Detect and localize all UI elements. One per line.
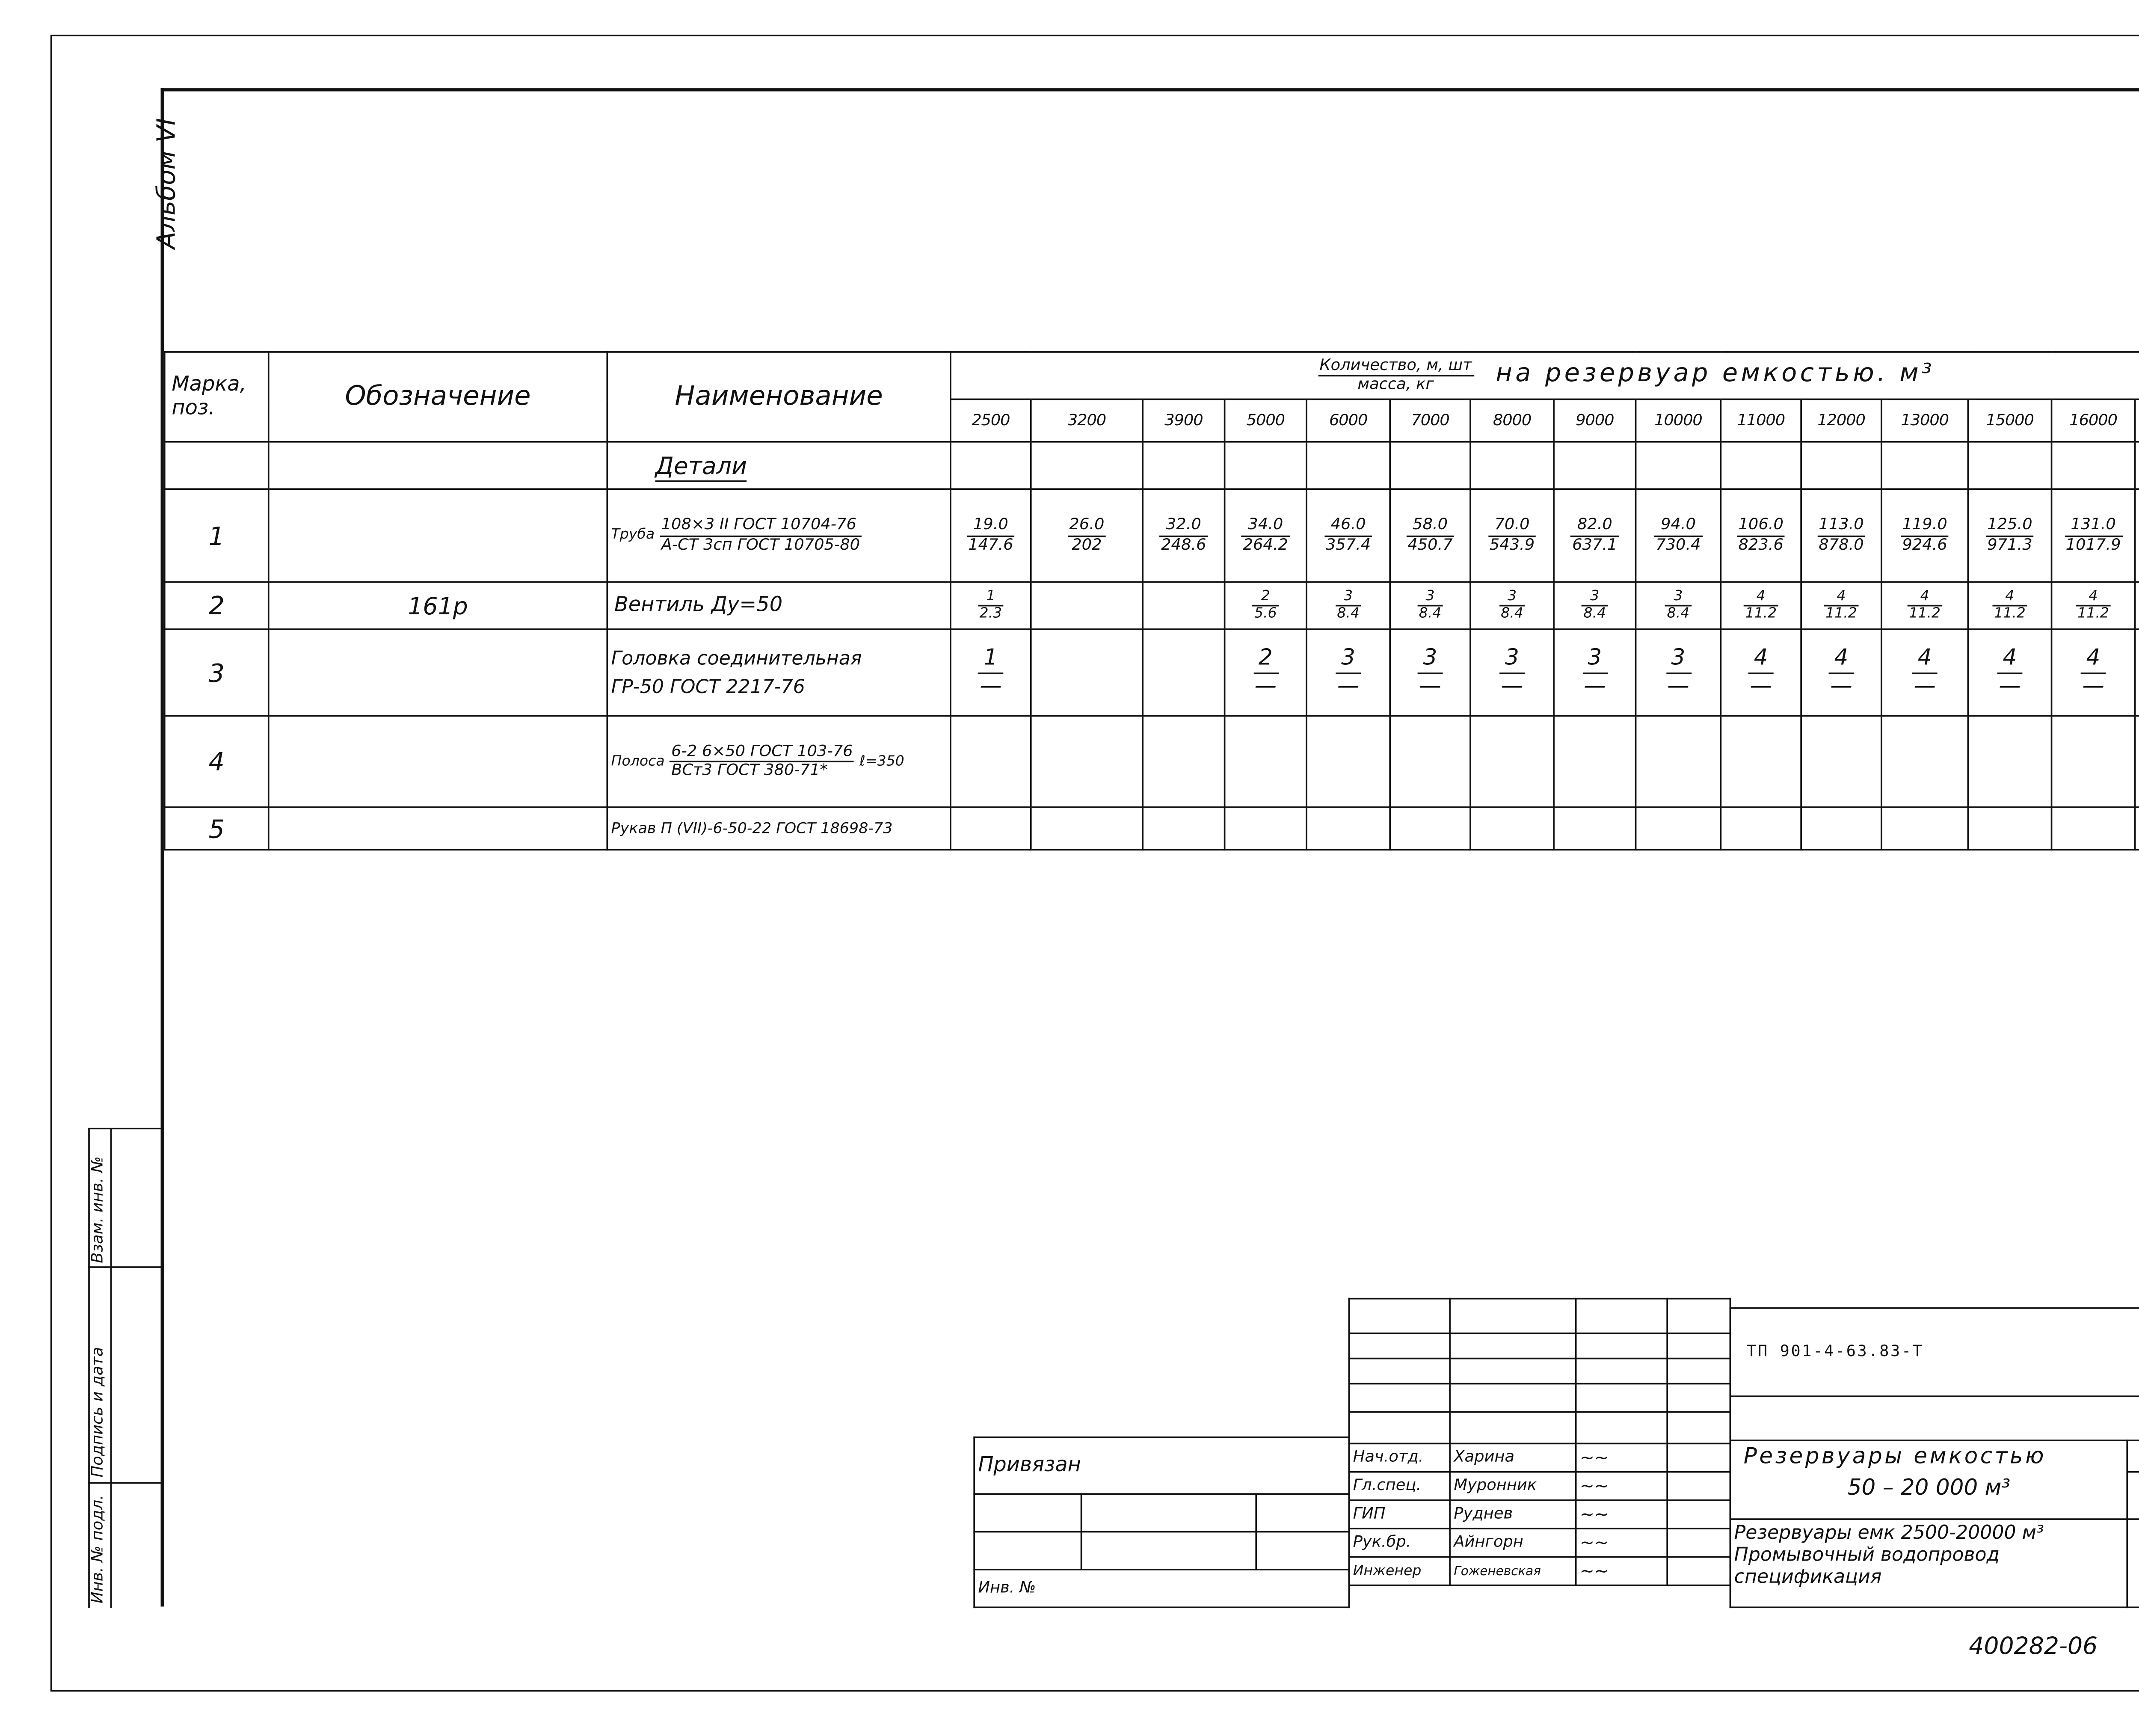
bound-label: Привязан	[974, 1437, 1349, 1494]
designation-cell	[269, 489, 607, 582]
item-name: Труба $\frac{\text{108×3 II ГОСТ 10704-76}}{\text{А-СТ 3сп ГОСТ 10705-80}}$	[607, 489, 951, 582]
mark-header: Марка, поз.	[165, 352, 269, 442]
capacity-caption: на резервуар емкостью. м³	[1496, 357, 1935, 388]
designation-header: Обозначение	[269, 352, 607, 442]
drawing-title: Резервуары емк 2500-20000 м³ Промывочный водопровод спецификация	[1730, 1519, 2127, 1607]
quantity-header	[951, 352, 2139, 399]
staff-role: Инженер	[1349, 1557, 1450, 1585]
inventory-label: Инв. №	[974, 1570, 1349, 1607]
capacity-cell	[2135, 399, 2139, 441]
drawing-code: ТП 901-4-63.83-Т	[1730, 1308, 2139, 1396]
capacity-cell: 9000	[1554, 399, 1635, 441]
position-number: 2	[165, 582, 269, 629]
quantity-top: Количество, м, шт	[1318, 357, 1474, 376]
designation-cell	[269, 716, 607, 807]
main-title-block	[1730, 1307, 2139, 1608]
stage-value	[2127, 1472, 2139, 1519]
inventory-original-label: Инв. № подл.	[89, 1495, 107, 1604]
capacity-cell: 16000	[2052, 399, 2135, 441]
section-row	[165, 442, 2139, 489]
mass-label: масса, кг	[1357, 376, 1434, 394]
capacity-cell: 8000	[1470, 399, 1554, 441]
table-row	[165, 716, 2139, 807]
position-number: 5	[165, 807, 269, 850]
capacity-cell: 15000	[1968, 399, 2051, 441]
project-title: Резервуары емкостью 50 – 20 000 м³	[1730, 1440, 2127, 1519]
album-label: Альбом VI	[151, 118, 181, 249]
staff-name: Муронник	[1450, 1472, 1576, 1500]
organization-name	[2127, 1519, 2139, 1607]
table-row: 3 Головка соединительная ГР-50 ГОСТ 2217-76 $\frac{1}{—}$ $\frac{2}{—}$ $\frac{3}{—}$ $\frac{3}{—}$ $\frac{3}{—}$ $\frac{3}{—}$ $\frac{3}{—}$ $\frac{4}{—}$ $\frac{4}{—}$ $\frac{4}{—}$ $\frac{4}{—}$ $\frac{4}{—}$	[165, 629, 2139, 716]
capacity-cell: 13000	[1881, 399, 1968, 441]
capacity-cell: 2500	[951, 399, 1031, 441]
specification-table	[164, 351, 2139, 850]
item-name: Головка соединительная ГР-50 ГОСТ 2217-76	[607, 629, 951, 716]
capacity-cell: 7000	[1390, 399, 1470, 441]
staff-role: ГИП	[1349, 1500, 1450, 1529]
staff-role: Рук.бр.	[1349, 1529, 1450, 1557]
section-title: Детали	[607, 442, 951, 489]
capacity-cell: 5000	[1225, 399, 1307, 441]
header-row-1	[165, 352, 2139, 399]
side-stamp	[88, 1128, 157, 1608]
position-number: 1	[165, 489, 269, 582]
item-name: Полоса $\frac{\text{6-2 6×50 ГОСТ 103-76}}{\text{ВСт3 ГОСТ 380-71*}}$ ℓ=350	[607, 716, 951, 807]
archive-number: 400282-06	[1969, 1632, 2098, 1660]
position-number: 4	[165, 716, 269, 807]
designation-cell: 161р	[269, 582, 607, 629]
staff-role: Нач.отд.	[1349, 1443, 1450, 1472]
name-header: Наименование	[607, 352, 951, 442]
table-row	[165, 807, 2139, 850]
staff-name: Гоженевская	[1450, 1557, 1576, 1585]
table-row: 1 Труба $\frac{\text{108×3 II ГОСТ 10704-76}}{\text{А-СТ 3сп ГОСТ 10705-80}}$ $\frac{19.0}{147.6}$ $\frac{26.0}{202}$ $\frac{32.0}{248.6}$ $\frac{34.0}{264.2}$ $\frac{46.0}{357.4}$ $\frac{58.0}{450.7}$ $\frac{70.0}{543.9}$ $\frac{82.0}{637.1}$ $\frac{94.0}{730.4}$ $\frac{106.0}{823.6}$ $\frac{113.0}{878.0}$ $\frac{119.0}{924.6}$ $\frac{125.0}{971.3}$ $\frac{131.0}{1017.9}$	[165, 489, 2139, 582]
staff-block: Нач.отд. Харина ~~ Гл.спец. Муронник ~~ ГИП Руднев ~~ Рук.бр. Айнгорн ~~ Инженер Гоженевская ~~	[1348, 1298, 1731, 1586]
capacity-cell: 12000	[1801, 399, 1881, 441]
replaced-inventory-label: Взам. инв. №	[89, 1156, 107, 1263]
capacity-cell: 6000	[1307, 399, 1390, 441]
staff-name: Руднев	[1450, 1500, 1576, 1529]
staff-name: Харина	[1450, 1443, 1576, 1472]
binding-block	[973, 1437, 1350, 1608]
item-name: Рукав П (VII)-6-50-22 ГОСТ 18698-73	[607, 807, 951, 850]
signature-date-label: Подпись и дата	[89, 1347, 107, 1478]
staff-name: Айнгорн	[1450, 1529, 1576, 1557]
staff-role: Гл.спец.	[1349, 1472, 1450, 1500]
position-number: 3	[165, 629, 269, 716]
designation-cell	[269, 807, 607, 850]
capacity-cell: 3200	[1031, 399, 1143, 441]
item-name: Вентиль Ду=50	[607, 582, 951, 629]
capacity-cell: 10000	[1636, 399, 1721, 441]
capacity-cell: 11000	[1721, 399, 1801, 441]
designation-cell	[269, 629, 607, 716]
stage-label	[2127, 1440, 2139, 1472]
capacity-cell: 3900	[1143, 399, 1224, 441]
table-row: 2 161р Вентиль Ду=50 $\frac{1}{2.3}$ $\frac{2}{5.6}$ $\frac{3}{8.4}$ $\frac{3}{8.4}$ $\frac{3}{8.4}$ $\frac{3}{8.4}$ $\frac{3}{8.4}$ $\frac{4}{11.2}$ $\frac{4}{11.2}$ $\frac{4}{11.2}$ $\frac{4}{11.2}$ $\frac{4}{11.2}$	[165, 582, 2139, 629]
